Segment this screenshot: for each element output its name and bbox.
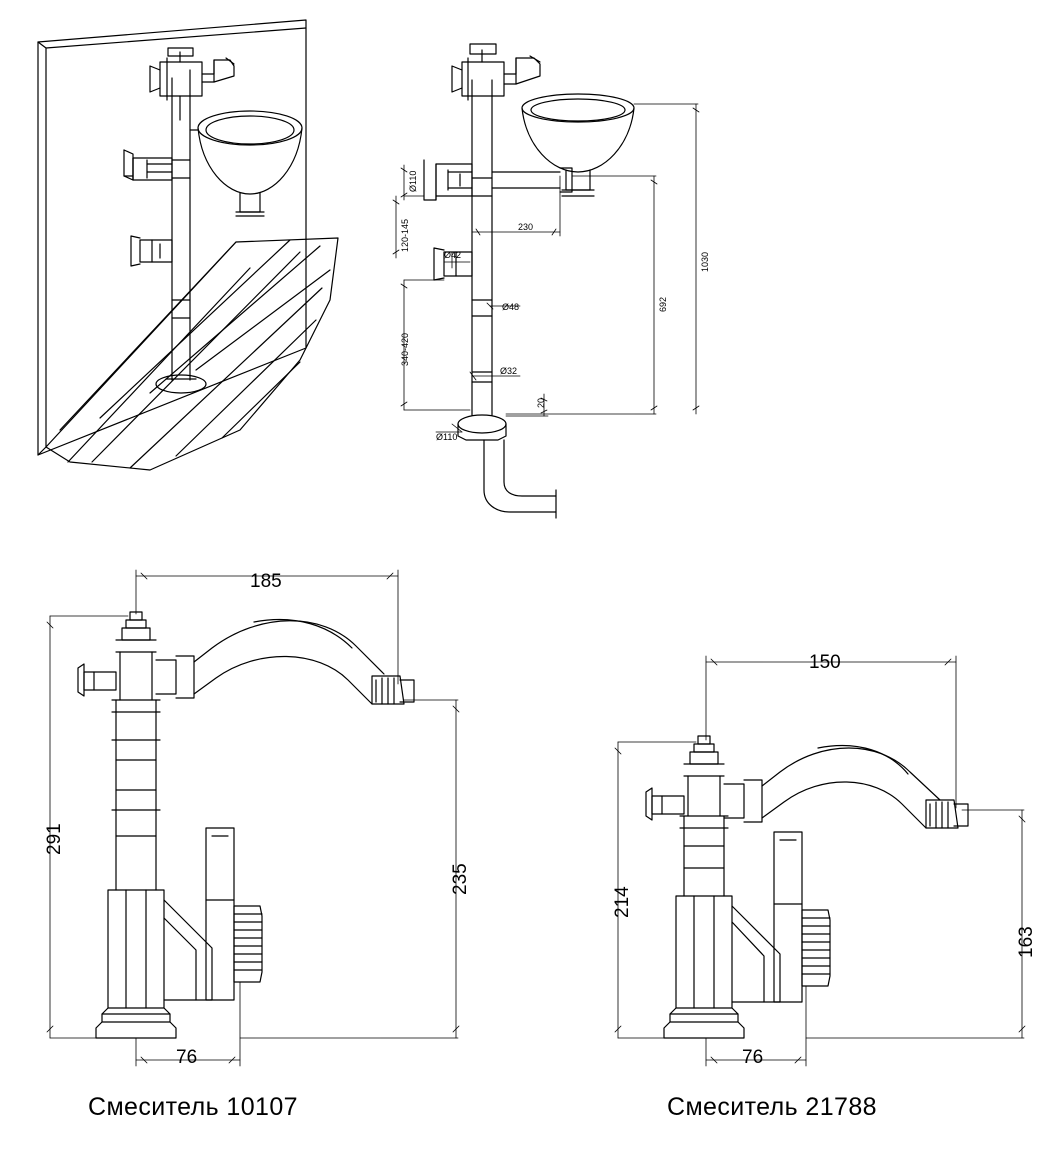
- dim-left-291: 291: [44, 823, 65, 855]
- dim-right-76: 76: [742, 1047, 764, 1068]
- caption-faucet-21788: Смеситель 21788: [667, 1093, 877, 1121]
- dim-42: Ø42: [444, 250, 462, 260]
- dim-right-150: 150: [809, 652, 841, 673]
- dim-right-163: 163: [1016, 926, 1037, 958]
- elevation-view-group: [393, 44, 699, 518]
- dim-32: Ø32: [500, 366, 518, 376]
- dim-230: 230: [518, 222, 534, 232]
- faucet-left-group: [47, 570, 459, 1066]
- dim-340-420: 340-420: [400, 332, 410, 366]
- dim-110-base: Ø110: [436, 432, 458, 442]
- dim-left-235: 235: [450, 863, 471, 895]
- dim-20: 20: [536, 397, 546, 408]
- perspective-view-group: [38, 20, 338, 470]
- dim-right-214: 214: [612, 886, 633, 918]
- caption-faucet-10107: Смеситель 10107: [88, 1093, 298, 1121]
- dim-120-145: 120-145: [400, 218, 410, 252]
- faucet-right-group: [615, 656, 1025, 1066]
- dim-48: Ø48: [502, 302, 520, 312]
- dim-1030: 1030: [700, 251, 710, 272]
- dim-692: 692: [658, 296, 668, 312]
- dim-110-top: Ø110: [408, 170, 418, 192]
- dim-left-185: 185: [250, 571, 282, 592]
- dim-left-76: 76: [176, 1047, 198, 1068]
